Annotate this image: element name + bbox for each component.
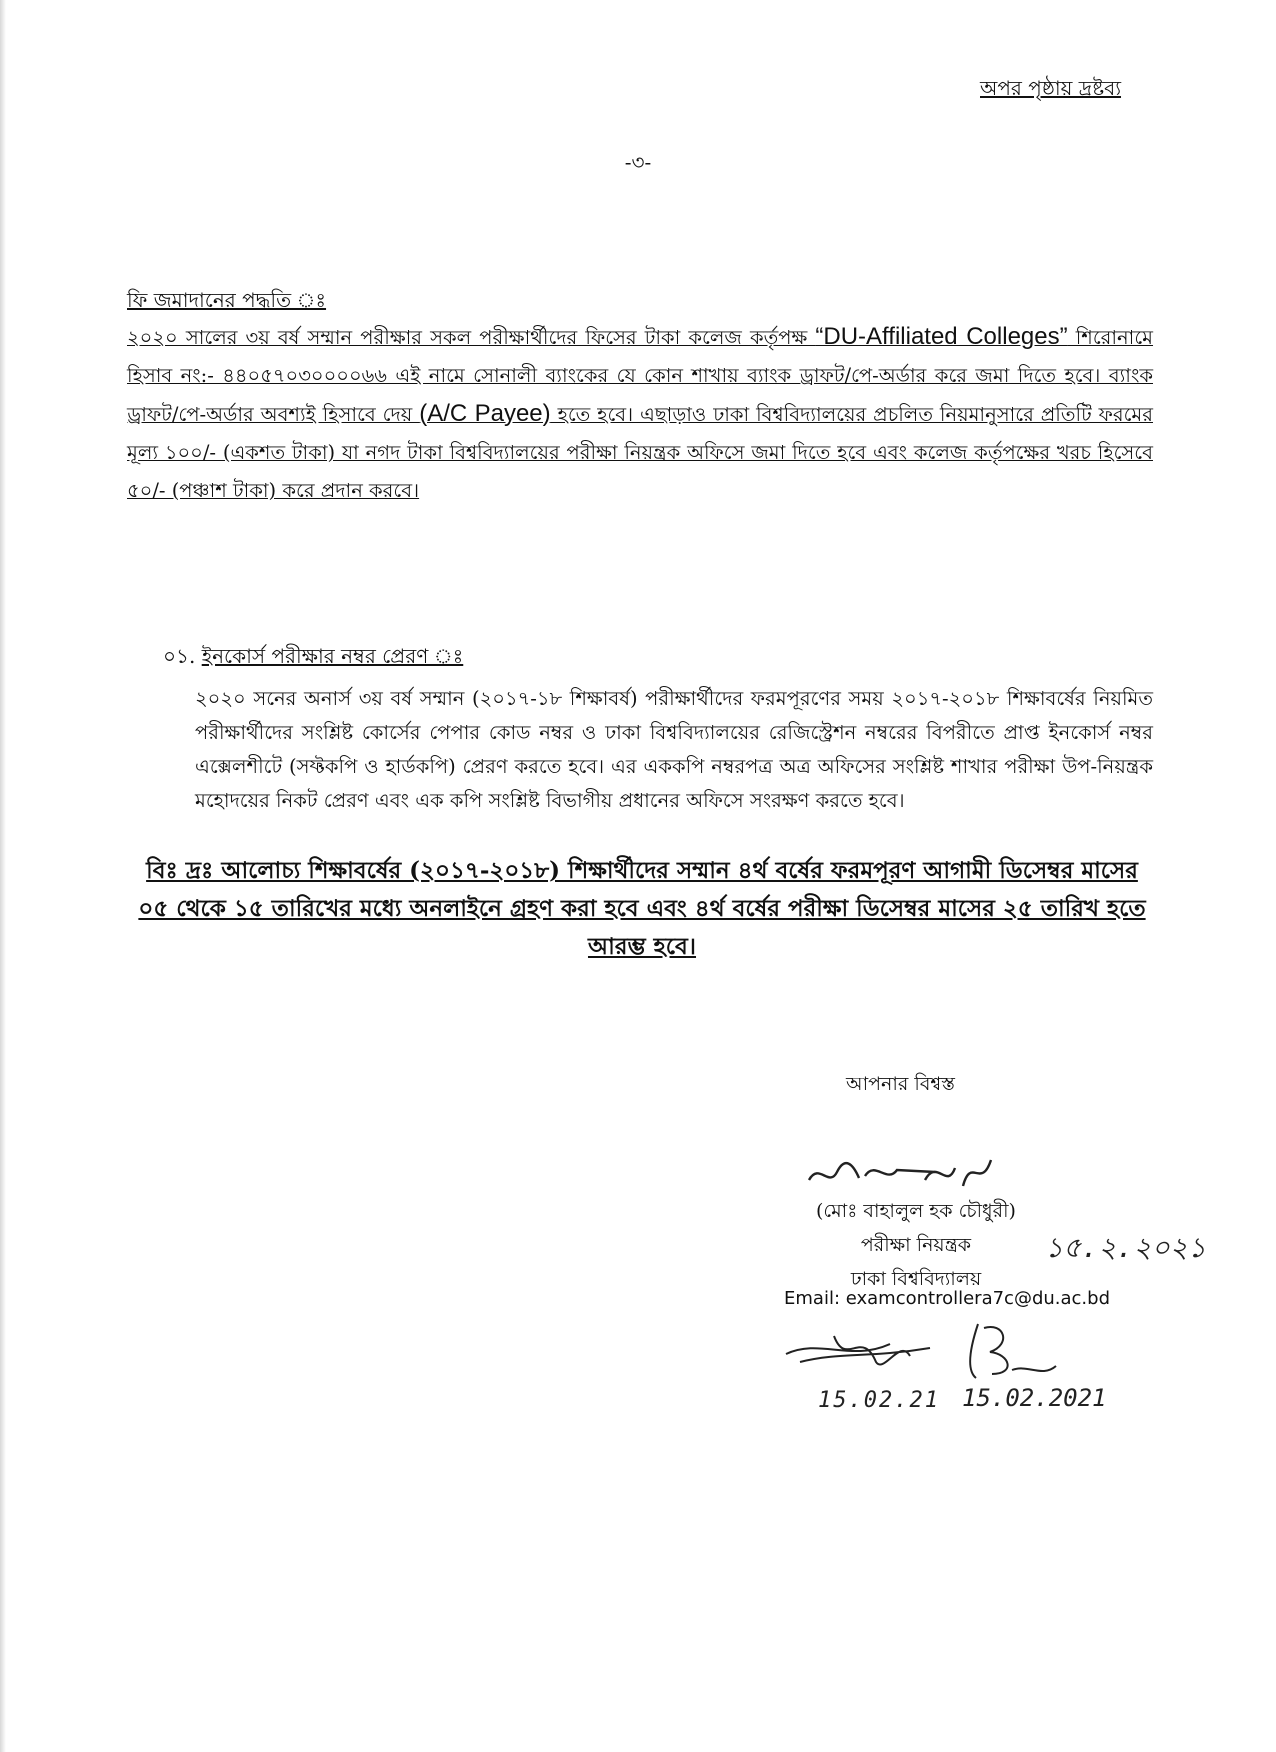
closing-line: আপনার বিশ্বস্ত [846, 1073, 955, 1095]
incourse-number: ০১. [163, 644, 196, 668]
fee-method-paragraph [127, 318, 1153, 510]
page-number: -৩- [624, 150, 652, 174]
incourse-title: ইনকোর্স পরীক্ষার নম্বর প্রেরণ ঃ [201, 644, 464, 668]
incourse-paragraph: ২০২০ সনের অনার্স ৩য় বর্ষ সম্মান (২০১৭-১৮ শিক্ষাবর্ষ) পরীক্ষার্থীদের ফরমপূরণের সময় ২০১৭-২০১৮ শিক্ষাবর্ষের নিয়মিত পরীক্ষার্থীদের সংশ্লিষ্ট কোর্সের পেপার কোড নম্বর ও ঢাকা বিশ্ববিদ্যালয়ের রেজিস্ট্রেশন নম্বরের বিপরীতে প্রাপ্ত ইনকোর্স নম্বর এক্সেলশীটে (সফ্টকপি ও হার্ডকপি) প্রেরণ করতে হবে। এর এককপি নম্বরপত্র অত্র অফিসের সংশ্লিষ্ট শাখার পরীক্ষা উপ-নিয়ন্ত্রক মহোদয়ের নিকট প্রেরণ এবং এক কপি সংশ্লিষ্ট বিভাগীয় প্রধানের অফিসে সংরক্ষণ করতে হবে। [195, 687, 1153, 812]
initial-date-1: 15.02.21 [818, 1388, 940, 1413]
special-notice: বিঃ দ্রঃ আলোচ্য শিক্ষাবর্ষের (২০১৭-২০১৮) শিক্ষার্থীদের সম্মান ৪র্থ বর্ষের ফরমপূরণ আগামী ডিসেম্বর মাসের ০৫ থেকে ১৫ তারিখের মধ্যে অনলাইনে গ্রহণ করা হবে এবং ৪র্থ বর্ষের পরীক্ষা ডিসেম্বর মাসের ২৫ তারিখ হতে আরম্ভ হবে। [138, 857, 1146, 960]
continued-overleaf-note: অপর পৃষ্ঠায় দ্রষ্টব্য [980, 76, 1122, 100]
fee-text-1: ২০২০ সালের ৩য় বর্ষ সম্মান পরীক্ষার সকল পরীক্ষার্থীদের ফিসের টাকা কলেজ কর্তৃপক্ষ [127, 326, 816, 349]
initials-scribble [780, 1318, 1110, 1388]
fee-method-heading: ফি জমাদানের পদ্ধতি ঃ [127, 288, 327, 312]
signature-date: ১৫.২.২০২১ [1045, 1231, 1207, 1264]
signer-designation: পরীক্ষা নিয়ন্ত্রক [860, 1234, 972, 1256]
initial-date-2: 15.02.2021 [962, 1384, 1107, 1412]
signature-scribble [805, 1150, 1005, 1196]
scan-edge [0, 0, 6, 1752]
incourse-heading [163, 642, 463, 675]
account-name: “DU-Affiliated Colleges” [815, 323, 1068, 350]
signer-organization: ঢাকা বিশ্ববিদ্যালয় [850, 1268, 982, 1290]
ac-payee-note: (A/C Payee) [419, 400, 551, 427]
fee-text-2: শিরোনামে হিসাব নং:- ৪৪০৫৭০৩০০০০৬৬ এই নামে সোনালী ব্যাংকের যে কোন শাখায় ব্যাংক ড্রাফট/পে-অর্ডার করে জমা দিতে হবে। ব্যাংক ড্রাফট/পে-অর্ডার অবশ্যই হিসাবে দেয় [127, 326, 1154, 426]
fee-text-3: হতে হবে। এছাড়াও ঢাকা বিশ্ববিদ্যালয়ের প্রচলিত নিয়মানুসারে প্রতিটি ফরমের মূল্য ১০০/- (একশত টাকা) যা নগদ টাকা বিশ্ববিদ্যালয়ের পরীক্ষা নিয়ন্ত্রক অফিসে জমা দিতে হবে এবং কলেজ কর্তৃপক্ষের খরচ হিসেবে ৫০/- (পঞ্চাশ টাকা) করে প্রদান করবে। [127, 403, 1153, 502]
contact-email: Email: examcontrollera7c@du.ac.bd [784, 1288, 1111, 1309]
signer-block [786, 1194, 1046, 1296]
signer-name: (মোঃ বাহালুল হক চৌধুরী) [816, 1200, 1016, 1222]
